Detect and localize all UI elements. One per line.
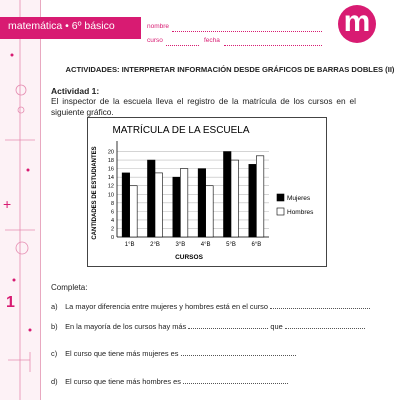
x-tick-label: 2°B [150, 242, 160, 248]
x-tick-label: 5°B [226, 242, 236, 248]
brand-logo: m [338, 5, 376, 43]
number-one-decoration: 1 [6, 294, 15, 311]
bar-mujeres [173, 177, 181, 237]
worksheet-title: ACTIVIDADES: INTERPRETAR INFORMACIÓN DESDE GRÁFICOS DE BARRAS DOBLES (II) [65, 65, 395, 74]
bar-hombres [256, 156, 264, 237]
question-b-text2: que [270, 322, 283, 331]
completa-label: Completa: [51, 283, 88, 292]
x-tick-label: 4°B [200, 242, 211, 248]
y-tick-label: 12 [107, 183, 114, 190]
fecha-field[interactable] [224, 45, 322, 46]
subject-label: matemática • 6º básico [8, 20, 115, 32]
activity-text: El inspector de la escuela lleva el registro de la matrícula de los cursos en el siguiente gráfico. [51, 96, 356, 117]
margin-divider [40, 0, 41, 400]
question-a-text: La mayor diferencia entre mujeres y hombres está en el curso [65, 302, 268, 311]
answer-a-blank[interactable] [270, 302, 370, 309]
x-tick-label: 1°B [124, 242, 135, 248]
enrollment-chart [87, 117, 327, 267]
chart-xlabel: CURSOS [175, 254, 203, 261]
legend-swatch [277, 208, 284, 215]
question-d [51, 377, 288, 386]
legend-swatch [277, 194, 284, 201]
y-tick-label: 4 [110, 217, 114, 224]
y-tick-label: 8 [110, 200, 114, 207]
answer-b-blank-1[interactable] [188, 322, 268, 329]
x-tick-label: 3°B [175, 242, 186, 248]
y-tick-label: 10 [107, 192, 114, 199]
question-d-letter: d) [51, 377, 58, 386]
activity-title: Actividad 1: [51, 86, 100, 96]
question-a [51, 302, 370, 311]
answer-d-blank[interactable] [183, 377, 288, 384]
question-b [51, 322, 365, 331]
question-b-text: En la mayoría de los cursos hay más [65, 322, 187, 331]
question-b-letter: b) [51, 322, 58, 331]
bar-mujeres [122, 173, 130, 237]
y-tick-label: 0 [110, 235, 114, 241]
nombre-label: nombre [147, 23, 170, 30]
y-tick-label: 14 [107, 175, 114, 182]
y-tick-label: 6 [110, 209, 114, 216]
bar-mujeres [249, 164, 256, 237]
bar-hombres [206, 186, 214, 237]
chart-ylabel: CANTIDADES DE ESTUDIANTES [92, 146, 98, 240]
bar-hombres [180, 169, 188, 237]
answer-b-blank-2[interactable] [285, 322, 365, 329]
bar-hombres [155, 173, 163, 237]
legend-label: Hombres [287, 209, 314, 216]
question-d-text: El curso que tiene más hombres es [65, 377, 181, 386]
legend-label: Mujeres [287, 195, 311, 202]
y-tick-label: 16 [107, 166, 114, 173]
y-tick-label: 2 [110, 226, 114, 233]
curso-field[interactable] [166, 45, 199, 46]
fecha-label: fecha [204, 37, 220, 44]
bar-mujeres [224, 152, 232, 237]
bar-mujeres [198, 169, 206, 237]
curso-label: curso [147, 37, 163, 44]
question-c-letter: c) [51, 349, 58, 358]
chart-title: MATRÍCULA DE LA ESCUELA [112, 125, 250, 136]
question-c-text: El curso que tiene más mujeres es [65, 349, 179, 358]
x-tick-label: 6°B [251, 242, 262, 248]
answer-c-blank[interactable] [181, 349, 296, 356]
bar-mujeres [148, 160, 156, 237]
question-a-letter: a) [51, 302, 58, 311]
bar-hombres [130, 186, 138, 237]
bar-hombres [231, 160, 239, 237]
y-tick-label: 18 [107, 158, 114, 165]
question-c [51, 349, 296, 358]
y-tick-label: 20 [107, 149, 114, 156]
plus-icon: + [3, 196, 12, 212]
nombre-field[interactable] [172, 31, 322, 32]
